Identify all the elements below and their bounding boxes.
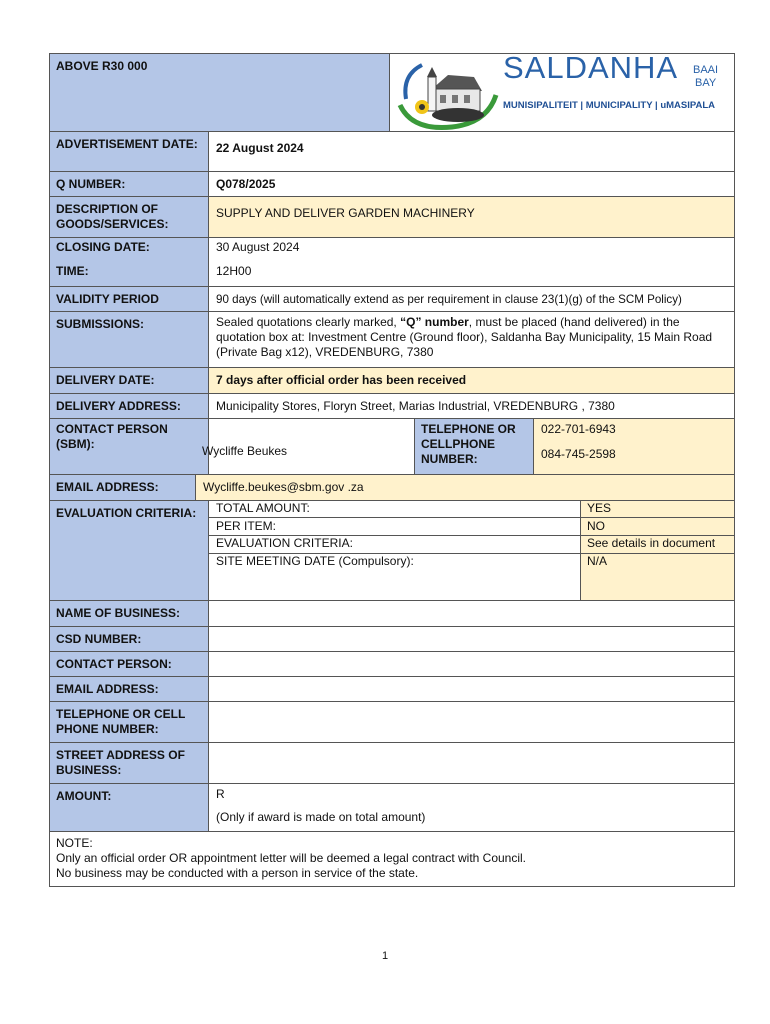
business-name-field[interactable]	[208, 600, 735, 627]
business-name-label-cell	[49, 600, 209, 627]
q-number-label: Q NUMBER:	[56, 177, 126, 191]
eval-row-item: SITE MEETING DATE (Compulsory):	[216, 554, 414, 568]
eval-row-item: PER ITEM:	[216, 519, 277, 533]
email-value: Wycliffe.beukes@sbm.gov .za	[203, 480, 364, 494]
business-name-label: NAME OF BUSINESS:	[56, 606, 181, 620]
submissions-value-cell	[208, 311, 735, 368]
contact-value: Wycliffe Beukes	[202, 444, 288, 458]
phone-value-cell	[533, 418, 735, 475]
amount-field[interactable]	[208, 783, 735, 832]
amount-label-cell	[49, 783, 209, 832]
validity-value: 90 days (will automatically extend as per requirement in clause 23(1)(g) of the SCM Policy)	[216, 293, 682, 306]
phone-label-cell	[414, 418, 534, 475]
advert-date-label: ADVERTISEMENT DATE:	[56, 137, 198, 151]
evaluation-label-cell	[49, 500, 209, 601]
bidder-email-field[interactable]	[208, 676, 735, 702]
note-title: NOTE:	[56, 836, 93, 850]
municipality-logo-emblem	[392, 55, 502, 131]
logo-subtitle: MUNISIPALITEIT | MUNICIPALITY | uMASIPALA	[503, 100, 716, 111]
closing-label-cell	[49, 237, 209, 287]
time-value: 12H00	[216, 264, 252, 278]
eval-row-value: N/A	[587, 554, 608, 568]
amount-note: (Only if award is made on total amount)	[216, 810, 426, 824]
phone-label: TELEPHONE OR CELLPHONE NUMBER:	[421, 422, 516, 466]
evaluation-label: EVALUATION CRITERIA:	[56, 506, 197, 520]
submissions-q-number: “Q” number	[400, 315, 469, 329]
bidder-phone-label-cell	[49, 701, 209, 743]
eval-row-value: NO	[587, 519, 605, 533]
logo-cell	[389, 50, 735, 132]
submissions-label: SUBMISSIONS:	[56, 317, 145, 331]
phone-number-2: 084-745-2598	[541, 447, 616, 461]
q-number-value-cell	[208, 171, 735, 197]
submissions-text-pre: Sealed quotations clearly marked,	[216, 315, 401, 329]
description-value-cell	[208, 196, 735, 238]
delivery-date-label-cell	[49, 367, 209, 394]
category-label: ABOVE R30 000	[56, 59, 148, 73]
csd-number-label-cell	[49, 626, 209, 652]
email-label-cell	[49, 474, 196, 501]
eval-divider	[208, 517, 735, 518]
bidder-email-label: EMAIL ADDRESS:	[56, 682, 159, 696]
note-cell	[49, 831, 735, 887]
submissions-label-cell	[49, 311, 209, 368]
category-cell	[49, 53, 390, 132]
validity-label-cell	[49, 286, 209, 312]
description-label: DESCRIPTION OF GOODS/SERVICES:	[56, 202, 169, 231]
delivery-date-value: 7 days after official order has been received	[216, 373, 467, 387]
page-number: 1	[381, 950, 389, 962]
contact-label: CONTACT PERSON (SBM):	[56, 422, 168, 451]
bidder-phone-field[interactable]	[208, 701, 735, 743]
bidder-contact-field[interactable]	[208, 651, 735, 677]
bidder-email-label-cell	[49, 676, 209, 702]
amount-label: AMOUNT:	[56, 789, 112, 803]
bidder-contact-label: CONTACT PERSON:	[56, 657, 172, 671]
advert-date-value: 22 August 2024	[216, 141, 304, 155]
delivery-address-label-cell	[49, 393, 209, 419]
delivery-address-value-cell	[208, 393, 735, 419]
q-number-label-cell	[49, 171, 209, 197]
delivery-address-value: Municipality Stores, Floryn Street, Marias Industrial, VREDENBURG , 7380	[216, 399, 615, 413]
delivery-date-value-cell	[208, 367, 735, 394]
note-line-2: No business may be conducted with a person in service of the state.	[56, 866, 419, 880]
csd-number-field[interactable]	[208, 626, 735, 652]
logo-name-main: SALDANHA	[503, 50, 679, 85]
time-label: TIME:	[56, 264, 89, 278]
amount-prefix: R	[216, 787, 225, 801]
bidder-phone-label: TELEPHONE OR CELL PHONE NUMBER:	[56, 707, 186, 736]
validity-label: VALIDITY PERIOD	[56, 292, 159, 306]
street-address-label: STREET ADDRESS OF BUSINESS:	[56, 748, 185, 777]
eval-row-value: YES	[587, 501, 612, 515]
description-label-cell	[49, 196, 209, 238]
delivery-date-label: DELIVERY DATE:	[56, 373, 155, 387]
note-line-1: Only an official order OR appointment letter will be deemed a legal contract with Council.	[56, 851, 527, 865]
phone-number-1: 022-701-6943	[541, 422, 616, 436]
validity-value-cell	[208, 286, 735, 312]
submissions-text-post: , must be placed (hand delivered) in the quotation box at: Investment Centre (Ground floor), Saldanha Bay Municipality, 15 Main Road (Private Bag x12), VREDENBURG, 7380	[216, 315, 713, 359]
closing-date-value: 30 August 2024	[216, 240, 300, 254]
advert-date-label-cell	[49, 131, 209, 172]
description-value: SUPPLY AND DELIVER GARDEN MACHINERY	[216, 206, 475, 220]
bidder-contact-label-cell	[49, 651, 209, 677]
logo-name-baai: BAAI	[693, 64, 719, 76]
closing-value-cell	[208, 237, 735, 287]
advert-date-value-cell	[208, 131, 735, 172]
eval-row-item: TOTAL AMOUNT:	[216, 501, 310, 515]
street-address-field[interactable]	[208, 742, 735, 784]
email-label: EMAIL ADDRESS:	[56, 480, 159, 494]
delivery-address-label: DELIVERY ADDRESS:	[56, 399, 181, 413]
logo-name-bay: BAY	[695, 77, 717, 89]
csd-number-label: CSD NUMBER:	[56, 632, 142, 646]
q-number-value: Q078/2025	[216, 177, 276, 191]
eval-row-value: See details in document	[587, 536, 716, 550]
contact-value-cell	[195, 418, 415, 475]
closing-date-label: CLOSING DATE:	[56, 240, 150, 254]
contact-label-cell	[49, 418, 209, 475]
eval-row-item: EVALUATION CRITERIA:	[216, 536, 353, 550]
street-address-label-cell	[49, 742, 209, 784]
email-value-cell	[195, 474, 735, 501]
